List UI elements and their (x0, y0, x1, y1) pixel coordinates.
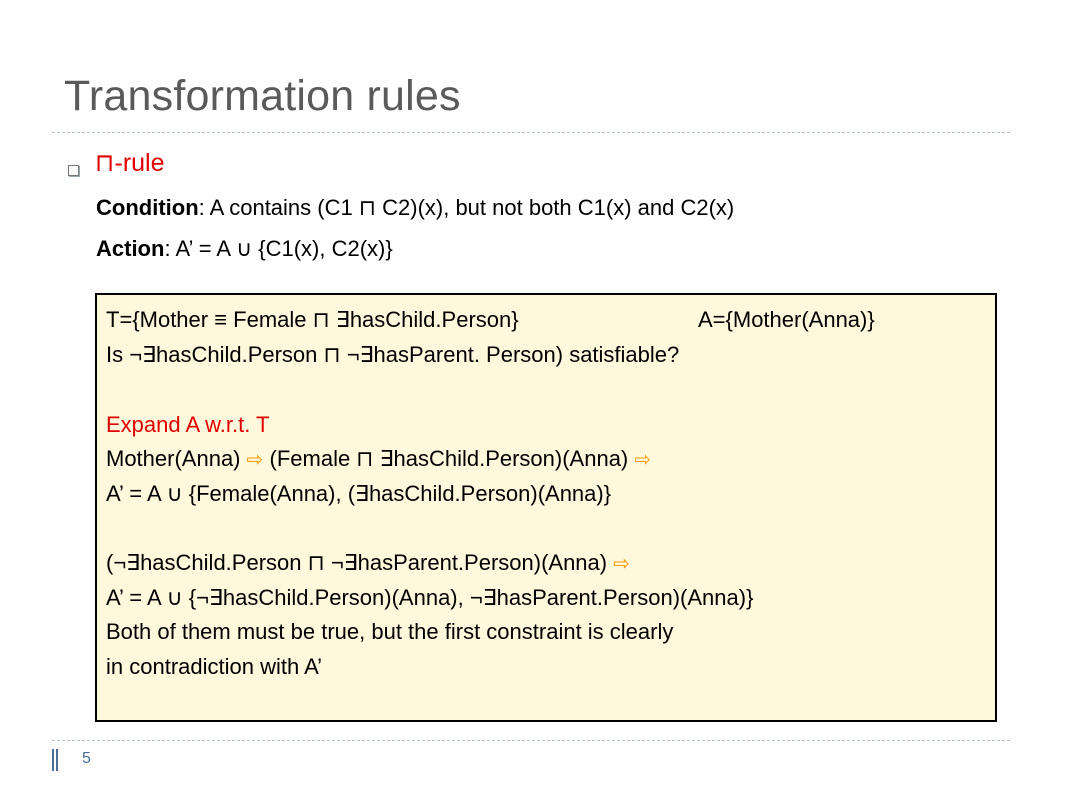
bullet-icon (68, 165, 79, 176)
slide-title: Transformation rules (64, 72, 461, 120)
step1-result: A’ = A ∪ {Female(Anna), (∃hasChild.Person)(Anna)} (106, 481, 612, 506)
step2-line (106, 550, 630, 576)
arrow-icon: ⇨ (613, 553, 630, 575)
step2-text: (¬∃hasChild.Person ⊓ ¬∃hasParent.Person)(Anna) (106, 550, 614, 575)
abox-line: A={Mother(Anna)} (698, 307, 875, 332)
tbox-line: T={Mother ≡ Female ⊓ ∃hasChild.Person} (106, 307, 519, 332)
title-divider (52, 132, 1010, 133)
expand-heading: Expand A w.r.t. T (106, 412, 270, 437)
question-line: Is ¬∃hasChild.Person ⊓ ¬∃hasParent. Person) satisfiable? (106, 342, 680, 367)
arrow-icon: ⇨ (246, 449, 264, 471)
arrow-icon: ⇨ (634, 449, 652, 471)
conclusion-line-2: in contradiction with A’ (106, 654, 323, 679)
condition-text: : A contains (C1 ⊓ C2)(x), but not both C1(x) and C2(x) (198, 195, 735, 220)
condition-line (96, 195, 734, 221)
action-label: Action (96, 236, 165, 261)
example-box (95, 293, 997, 722)
rule-name: ⊓-rule (95, 149, 165, 177)
step1-mid: (Female ⊓ ∃hasChild.Person)(Anna) (263, 446, 635, 471)
conclusion-line-1: Both of them must be true, but the first constraint is clearly (106, 619, 674, 644)
action-text: : A’ = A ∪ {C1(x), C2(x)} (164, 236, 393, 261)
footer-divider (52, 740, 1010, 741)
step2-result: A’ = A ∪ {¬∃hasChild.Person)(Anna), ¬∃hasParent.Person)(Anna)} (106, 585, 754, 610)
page-marker (52, 749, 58, 771)
step1-text: Mother(Anna) (106, 446, 247, 471)
action-line (96, 236, 393, 262)
step1-line (106, 446, 651, 472)
page-number: 5 (82, 750, 91, 767)
condition-label: Condition (96, 195, 199, 220)
